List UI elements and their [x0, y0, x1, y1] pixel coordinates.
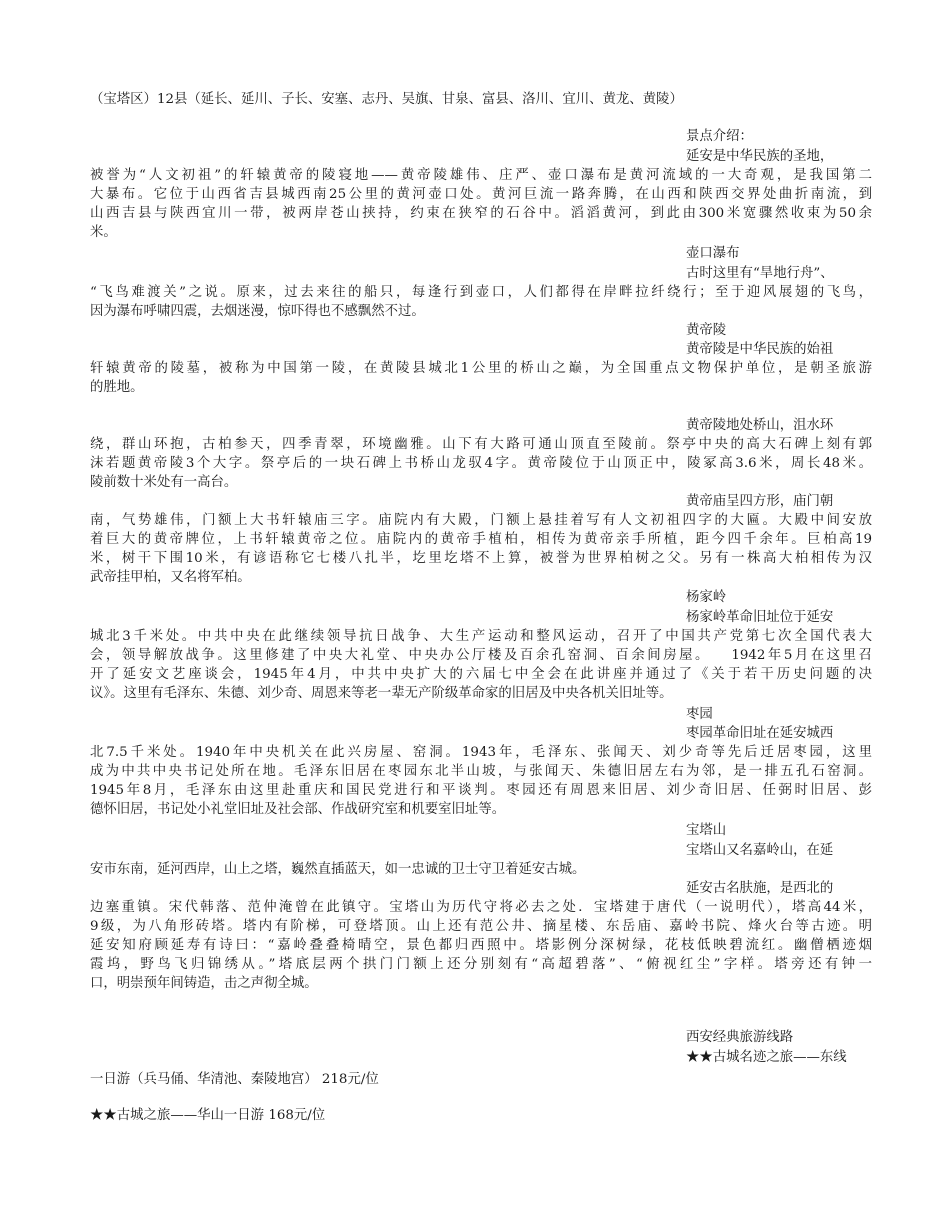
section-title-yangjialing: 杨家岭 — [686, 590, 727, 605]
baotashan-p2-line: 延安知府顾延寿有诗曰：“嘉岭叠叠椅晴空，景色都归西照中。塔影例分深树绿，花枝低映碧流红。幽僧栖迹烟 — [90, 938, 872, 953]
huangdiling-p3-line: 南，气势雄伟，门额上大书轩辕庙三字。庙院内有大殿，门额上悬挂着写有人文初祖四字的大匾。大殿中间安放 — [90, 513, 872, 528]
intro-line: 延安是中华民族的圣地， — [686, 149, 834, 164]
huangdiling-p3-line: 黄帝庙呈四方形，庙门朝 — [686, 494, 834, 509]
yangjialing-line: 杨家岭革命旧址位于延安 — [686, 610, 834, 625]
section-title-huangdiling: 黄帝陵 — [686, 323, 727, 338]
huangdiling-line: 轩辕黄帝的陵墓，被称为中国第一陵，在黄陵县城北1公里的桥山之巅，为全国重点文物保护单位，是朝圣旅游 — [90, 361, 872, 376]
zaoyuan-line: 德怀旧居，书记处小礼堂旧址及社会部、作战研究室和机要室旧址等。 — [90, 802, 506, 817]
hukou-line: 因为瀑布呼啸四震，去烟迷漫，惊吓得也不感飘然不过。 — [90, 304, 425, 319]
intro-line: 被誉为“人文初祖”的轩辕黄帝的陵寝地——黄帝陵雄伟、庄严、壶口瀑布是黄河流域的一大奇观，是我国第二 — [90, 168, 872, 183]
intro-heading: 景点介绍： — [686, 129, 753, 144]
zaoyuan-line: 1945年8月，毛泽东由这里赴重庆和国民党进行和平谈判。枣园还有周恩来旧居、刘少奇旧居、任弼时旧居、彭 — [90, 783, 872, 798]
huangdiling-p3-line: 米，树干下围10米，有谚语称它七楼八扎半，圪里圪塔不上算，被誉为世界柏树之父。另有一株高大柏相传为汉 — [90, 551, 872, 566]
header-line: （宝塔区）12县（延长、延川、子长、安塞、志丹、吴旗、甘泉、富县、洛川、宜川、黄龙、黄陵） — [90, 92, 683, 107]
hukou-line: “飞鸟难渡关”之说。原来，过去来往的船只，每逢行到壶口，人们都得在岸畔拉纤绕行；至于迎风展翅的飞鸟， — [90, 285, 872, 300]
section-title-baotashan: 宝塔山 — [686, 823, 727, 838]
huangdiling-p2-line: 沫若题黄帝陵3个大字。祭亭后的一块石碑上书桥山龙驭4字。黄帝陵位于山顶正中，陵冢高3.6米，周长48米。 — [90, 456, 872, 471]
route2-line: ★★古城之旅——华山一日游 168元/位 — [90, 1108, 326, 1123]
huangdiling-line: 黄帝陵是中华民族的始祖 — [686, 342, 834, 357]
section-title-zaoyuan: 枣园 — [686, 707, 713, 722]
huangdiling-p3-line: 着巨大的黄帝牌位，上书轩辕黄帝之位。庙院内的黄帝手植柏，相传为黄帝亲手所植，距今四千余年。巨柏高19 — [90, 532, 872, 547]
routes-title: 西安经典旅游线路 — [686, 1030, 794, 1045]
yangjialing-line: 开了延安文艺座谈会，1945年4月，中共中央扩大的六届七中全会在此讲座并通过了《关于若干历史问题的决 — [90, 667, 872, 682]
huangdiling-p3-line: 武帝挂甲柏，又名将军柏。 — [90, 570, 251, 585]
huangdiling-line: 的胜地。 — [90, 380, 144, 395]
baotashan-p2-line: 延安古名肤施，是西北的 — [686, 881, 834, 896]
baotashan-line: 安市东南，延河西岸，山上之塔，巍然直插蓝天，如一忠诚的卫士守卫着延安古城。 — [90, 862, 586, 877]
zaoyuan-line: 成为中共中央书记处所在地。毛泽东旧居在枣园东北半山坡，与张闻天、朱德旧居左右为邻，是一排五孔石窑洞。 — [90, 764, 872, 779]
section-title-hukou: 壶口瀑布 — [686, 246, 740, 261]
route1-line: 一日游（兵马俑、华清池、秦陵地宫） 218元/位 — [90, 1072, 379, 1087]
huangdiling-p2-line: 绕，群山环抱，古柏参天，四季青翠，环境幽雅。山下有大路可通山顶直至陵前。祭亭中央的高大石碑上刻有郭 — [90, 437, 872, 452]
yangjialing-line: 议》。这里有毛泽东、朱德、刘少奇、周恩来等老一辈无产阶级革命家的旧居及中央各机关旧址等。 — [90, 686, 673, 701]
intro-line: 山西吉县与陕西宜川一带，被两岸苍山挟持，约束在狭窄的石谷中。滔滔黄河，到此由300米宽骤然收束为50余 — [90, 206, 872, 221]
hukou-line: 古时这里有“旱地行舟”、 — [686, 266, 834, 281]
huangdiling-p2-line: 黄帝陵地处桥山，沮水环 — [686, 418, 834, 433]
zaoyuan-line: 枣园革命旧址在延安城西 — [686, 726, 834, 741]
intro-line: 米。 — [90, 225, 117, 240]
zaoyuan-line: 北7.5千米处。1940年中央机关在此兴房屋、窑洞。1943年，毛泽东、张闻天、刘少奇等先后迁居枣园，这里 — [90, 745, 872, 760]
huangdiling-p2-line: 陵前数十米处有一高台。 — [90, 475, 238, 490]
yangjialing-line: 城北3千米处。中共中央在此继续领导抗日战争、大生产运动和整风运动，召开了中国共产党第七次全国代表大 — [90, 629, 872, 644]
yangjialing-line: 会，领导解放战争。这里修建了中央大礼堂、中央办公厅楼及百余孔窑洞、百余间房屋。 1942年5月在这里召 — [90, 648, 872, 663]
route1-heading: ★★古城名迹之旅——东线 — [686, 1050, 847, 1065]
intro-line: 大暴布。它位于山西省吉县城西南25公里的黄河壶口处。黄河巨流一路奔腾，在山西和陕西交界处曲折南流，到 — [90, 187, 872, 202]
baotashan-p2-line: 边塞重镇。宋代韩落、范仲淹曾在此镇守。宝塔山为历代守将必去之处．宝塔建于唐代（一说明代），塔高44米， — [90, 900, 872, 915]
baotashan-p2-line: 口，明崇预年间铸造，击之声彻全城。 — [90, 976, 318, 991]
baotashan-line: 宝塔山又名嘉岭山，在延 — [686, 843, 834, 858]
baotashan-p2-line: 霞坞，野鸟飞归锦绣从。”塔底层两个拱门门额上还分别刻有“高超碧落”、“俯视红尘”字样。塔旁还有钟一 — [90, 957, 872, 972]
baotashan-p2-line: 9级，为八角形砖塔。塔内有阶梯，可登塔顶。山上还有范公井、摘星楼、东岳庙、嘉岭书院、烽火台等古迹。明 — [90, 919, 872, 934]
